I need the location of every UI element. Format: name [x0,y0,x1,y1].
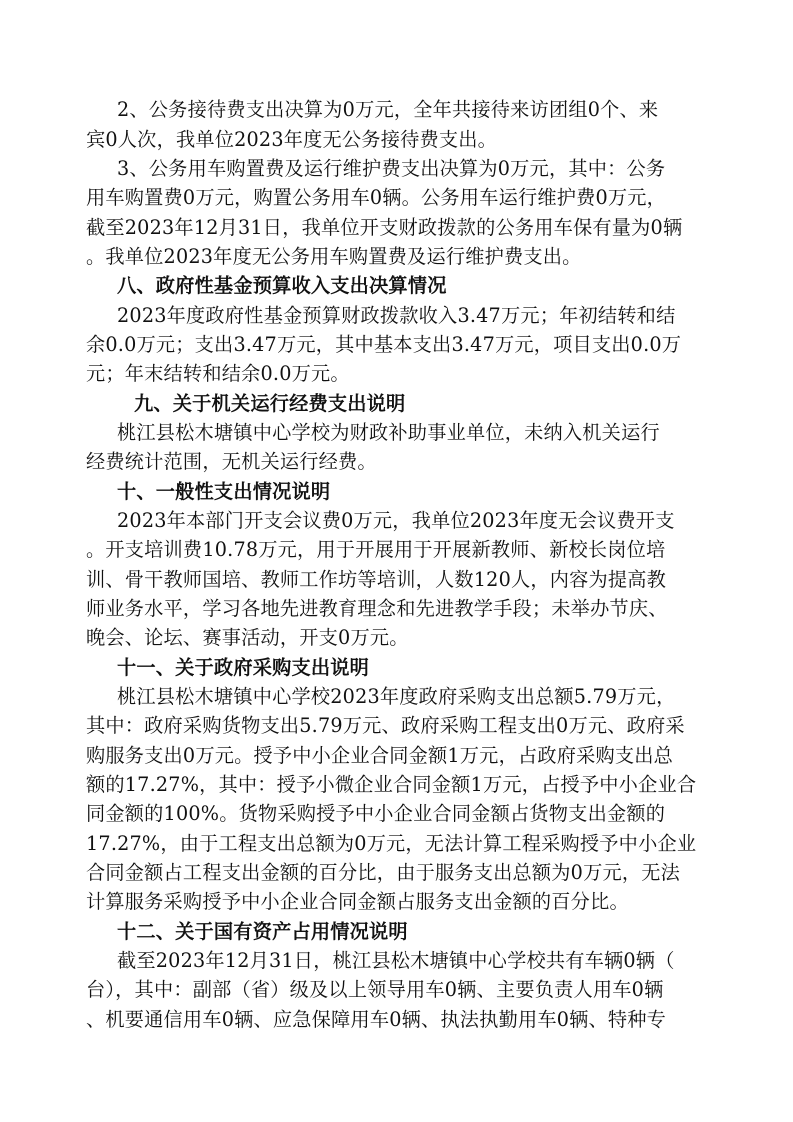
paragraph-line: 2023年度政府性基金预算财政拨款收入3.47万元；年初结转和结 [117,304,676,327]
paragraph-line: 截至2023年12月31日，我单位开支财政拨款的公务用车保有量为0辆 [86,216,683,239]
paragraph-line: 计算服务采购授予中小企业合同金额占服务支出金额的百分比。 [86,890,629,913]
paragraph-line: 其中：政府采购货物支出5.79万元、政府采购工程支出0万元、政府采 [86,714,685,737]
paragraph-line: 、机要通信用车0辆、应急保障用车0辆、执法执勤用车0辆、特种专 [86,1008,667,1031]
paragraph-line: 经费统计范围，无机关运行经费。 [86,450,377,473]
paragraph-line: 桃江县松木塘镇中心学校2023年度政府采购支出总额5.79万元， [117,685,676,708]
paragraph-line: 用车购置费0万元，购置公务用车0辆。公务用车运行维护费0万元， [86,186,667,209]
paragraph-line: 。开支培训费10.78万元，用于开展用于开展新教师、新校长岗位培 [86,538,666,561]
paragraph-line: 额的17.27%，其中：授予小微企业合同金额1万元，占授予中小企业合 [86,773,697,796]
paragraph-line: 17.27%，由于工程支出总额为0万元，无法计算工程采购授予中小企业 [86,832,697,855]
paragraph-line: 。我单位2023年度无公务用车购置费及运行维护费支出。 [86,245,582,268]
section-heading-10: 十、一般性支出情况说明 [117,480,331,503]
paragraph-line: 余0.0万元；支出3.47万元，其中基本支出3.47万元，项目支出0.0万 [86,333,682,356]
section-heading-8: 八、政府性基金预算收入支出决算情况 [117,274,447,297]
section-heading-9: 九、关于机关运行经费支出说明 [134,392,406,415]
paragraph-line: 2023年本部门开支会议费0万元，我单位2023年度无会议费开支 [117,509,675,532]
paragraph-line: 宾0人次，我单位2023年度无公务接待费支出。 [86,128,498,151]
paragraph-line: 2、公务接待费支出决算为0万元，全年共接待来访团组0个、来 [117,98,659,121]
paragraph-line: 晚会、论坛、赛事活动，开支0万元。 [86,626,409,649]
section-heading-11: 十一、关于政府采购支出说明 [117,656,370,679]
paragraph-line: 截至2023年12月31日，桃江县松木塘镇中心学校共有车辆0辆（ [117,949,675,972]
paragraph-line: 元；年末结转和结余0.0万元。 [86,362,350,385]
paragraph-line: 师业务水平，学习各地先进教育理念和先进教学手段；未举办节庆、 [86,597,668,620]
paragraph-line: 3、公务用车购置费及运行维护费支出决算为0万元，其中：公务 [117,157,666,180]
section-heading-12: 十二、关于国有资产占用情况说明 [117,920,408,943]
paragraph-line: 训、骨干教师国培、教师工作坊等培训，人数120人，内容为提高教 [86,568,667,591]
paragraph-line: 同金额的100%。货物采购授予中小企业合同金额占货物支出金额的 [86,802,666,825]
paragraph-line: 购服务支出0万元。授予中小企业合同金额1万元，占政府采购支出总 [86,744,674,767]
paragraph-line: 台），其中：副部（省）级及以上领导用车0辆、主要负责人用车0辆 [86,978,664,1001]
paragraph-line: 合同金额占工程支出金额的百分比，由于服务支出总额为0万元，无法 [86,861,681,884]
paragraph-line: 桃江县松木塘镇中心学校为财政补助事业单位，未纳入机关运行 [117,421,660,444]
